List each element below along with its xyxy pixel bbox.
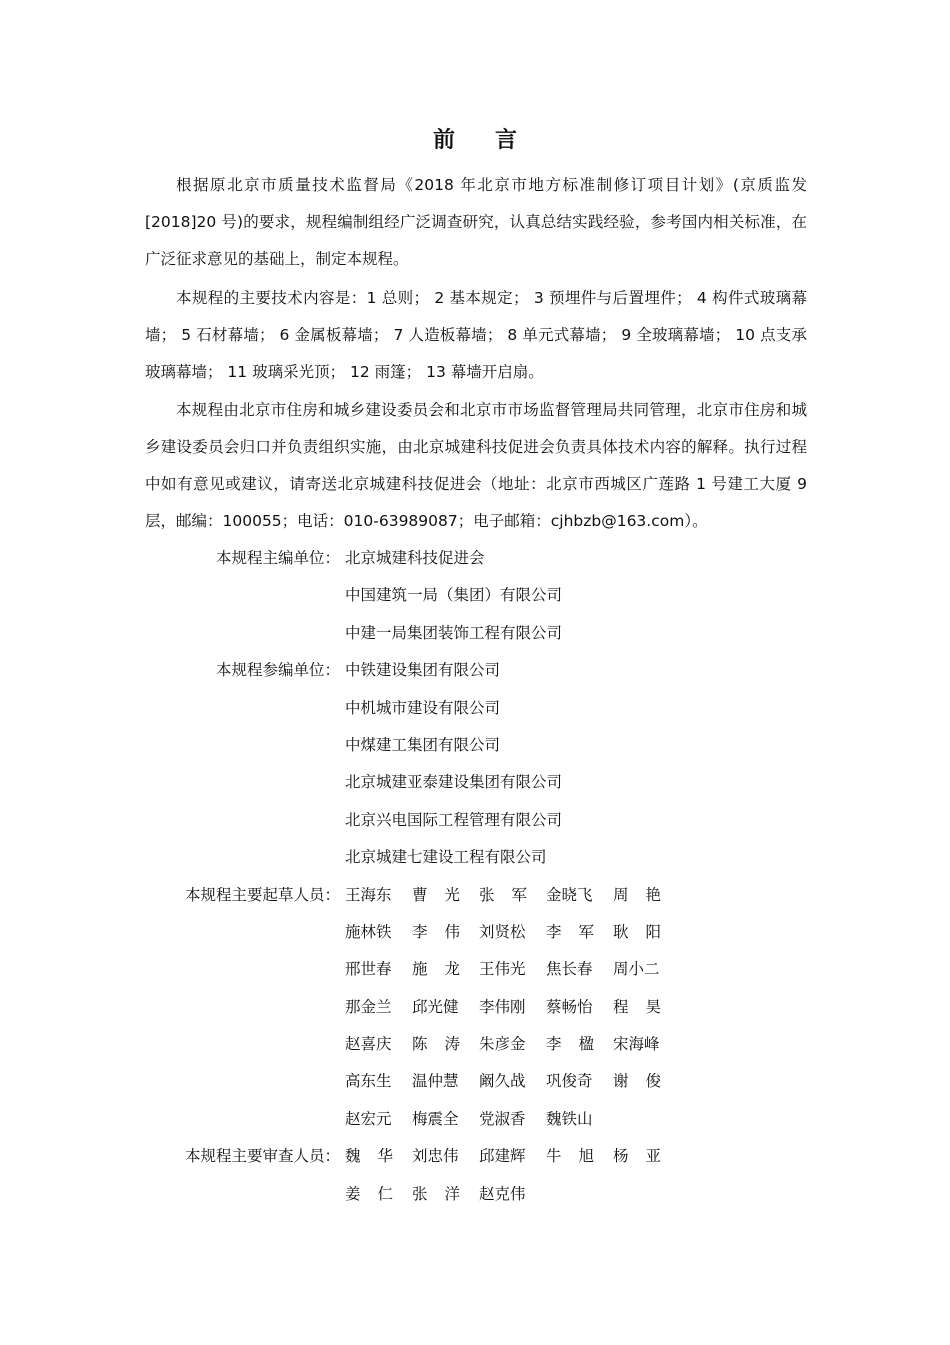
person-name: 张洋 xyxy=(412,1184,478,1203)
participating-unit-name: 中煤建工集团有限公司 xyxy=(345,735,501,754)
person-name: 姜仁 xyxy=(345,1184,411,1203)
person-name: 施林铁 xyxy=(345,922,392,941)
drafters-row xyxy=(0,914,950,951)
participating-units-group xyxy=(0,652,950,876)
participating-unit-name: 北京兴电国际工程管理有限公司 xyxy=(345,810,563,829)
participating-units-label: 本规程参编单位： xyxy=(215,661,340,680)
reviewers-label: 本规程主要审查人员： xyxy=(184,1147,340,1166)
person-name: 王海东 xyxy=(345,885,392,904)
participating-unit-name: 中机城市建设有限公司 xyxy=(345,698,501,717)
person-name: 李伟 xyxy=(412,922,478,941)
person-name: 那金兰 xyxy=(345,997,392,1016)
intro-paragraph-contents: 本规程的主要技术内容是：1 总则； 2 基本规定； 3 预埋件与后置埋件； 4 构件式玻璃幕墙； 5 石材幕墙； 6 金属板幕墙； 7 人造板幕墙； 8 单元式幕墙； 9 全玻璃幕墙； 10 点支承玻璃幕墙； 11 玻璃采光顶； 12 雨篷； 13 幕墙开启扇。 xyxy=(145,289,807,381)
person-name: 刘贤松 xyxy=(479,922,526,941)
person-name: 邱建辉 xyxy=(479,1147,526,1166)
reviewers-names xyxy=(345,1138,680,1175)
reviewers-row xyxy=(0,1138,950,1175)
person-name: 蔡畅怡 xyxy=(546,997,593,1016)
chief-unit-name: 中国建筑一局（集团）有限公司 xyxy=(345,586,563,605)
person-name: 刘忠伟 xyxy=(412,1147,459,1166)
drafters-row xyxy=(0,1063,950,1100)
participating-unit-row xyxy=(0,764,950,801)
person-name: 金晓飞 xyxy=(546,885,593,904)
person-name: 李楹 xyxy=(546,1035,612,1054)
person-name: 耿阳 xyxy=(613,922,679,941)
drafters-names xyxy=(345,1026,680,1063)
participating-unit-name: 北京城建亚泰建设集团有限公司 xyxy=(345,773,563,792)
person-name: 魏铁山 xyxy=(546,1109,593,1128)
drafters-row xyxy=(0,989,950,1026)
person-name: 焦长春 xyxy=(546,960,593,979)
chief-unit-row xyxy=(0,577,950,614)
person-name: 谢俊 xyxy=(613,1072,679,1091)
person-name: 周艳 xyxy=(613,885,679,904)
drafters-names xyxy=(345,951,680,988)
person-name: 魏华 xyxy=(345,1147,411,1166)
person-name: 梅震全 xyxy=(412,1109,459,1128)
participating-unit-name: 中铁建设集团有限公司 xyxy=(345,661,501,680)
person-name: 陈涛 xyxy=(412,1035,478,1054)
person-name: 李军 xyxy=(546,922,612,941)
person-name: 赵宏元 xyxy=(345,1109,392,1128)
person-name: 赵克伟 xyxy=(479,1184,526,1203)
intro-paragraph-basis: 根据原北京市质量技术监督局《2018 年北京市地方标准制修订项目计划》(京质监发[2018]20 号)的要求，规程编制组经广泛调查研究，认真总结实践经验，参考国内相关标准，在广泛征求意见的基础上，制定本规程。 xyxy=(145,176,807,268)
drafters-row xyxy=(0,1101,950,1138)
person-name: 曹光 xyxy=(412,885,478,904)
person-name: 巩俊奇 xyxy=(546,1072,593,1091)
person-name: 牛旭 xyxy=(546,1147,612,1166)
person-name: 李伟刚 xyxy=(479,997,526,1016)
drafters-names xyxy=(345,877,680,914)
person-name: 邱光健 xyxy=(412,997,459,1016)
person-name: 阚久战 xyxy=(479,1072,526,1091)
drafters-names xyxy=(345,1101,613,1138)
chief-units-label: 本规程主编单位： xyxy=(215,549,340,567)
person-name: 宋海峰 xyxy=(613,1035,660,1054)
drafters-row xyxy=(0,951,950,988)
page-title: 前言 xyxy=(432,128,557,153)
chief-unit-name: 北京城建科技促进会 xyxy=(345,549,485,567)
drafters-names xyxy=(345,914,680,951)
person-name: 王伟光 xyxy=(479,960,526,979)
credits-section xyxy=(0,540,950,1213)
person-name: 党淑香 xyxy=(479,1109,526,1128)
chief-units-group xyxy=(0,540,950,652)
person-name: 施龙 xyxy=(412,960,478,979)
drafters-row xyxy=(0,877,950,914)
intro-paragraph-management: 本规程由北京市住房和城乡建设委员会和北京市市场监督管理局共同管理，北京市住房和城乡建设委员会归口并负责组织实施，由北京城建科技促进会负责具体技术内容的解释。执行过程中如有意见或建议，请寄送北京城建科技促进会（地址：北京市西城区广莲路 1 号建工大厦 9 层，邮编：100055；电话：010-63989087；电子邮箱：cjhbzb@163.com）。 xyxy=(145,401,807,530)
drafters-label: 本规程主要起草人员： xyxy=(184,885,340,904)
drafters-row xyxy=(0,1026,950,1063)
person-name: 邢世春 xyxy=(345,960,392,979)
reviewers-row xyxy=(0,1176,950,1213)
drafters-group xyxy=(0,877,950,1139)
participating-unit-row xyxy=(0,802,950,839)
participating-unit-row xyxy=(0,727,950,764)
reviewers-group xyxy=(0,1138,950,1213)
chief-unit-row xyxy=(0,615,950,652)
chief-unit-name: 中建一局集团装饰工程有限公司 xyxy=(345,623,563,642)
participating-unit-row xyxy=(0,690,950,727)
reviewers-names xyxy=(345,1176,546,1213)
person-name: 周小二 xyxy=(613,960,660,979)
drafters-names xyxy=(345,989,680,1026)
drafters-names xyxy=(345,1063,680,1100)
person-name: 赵喜庆 xyxy=(345,1035,392,1054)
participating-unit-name: 北京城建七建设工程有限公司 xyxy=(345,848,547,867)
person-name: 程昊 xyxy=(613,997,679,1016)
chief-unit-row xyxy=(0,540,950,577)
person-name: 高东生 xyxy=(345,1072,392,1091)
participating-unit-row xyxy=(0,839,950,876)
participating-unit-row xyxy=(0,652,950,689)
person-name: 杨亚 xyxy=(613,1147,679,1166)
person-name: 温仲慧 xyxy=(412,1072,459,1091)
person-name: 张军 xyxy=(479,885,545,904)
person-name: 朱彦金 xyxy=(479,1035,526,1054)
